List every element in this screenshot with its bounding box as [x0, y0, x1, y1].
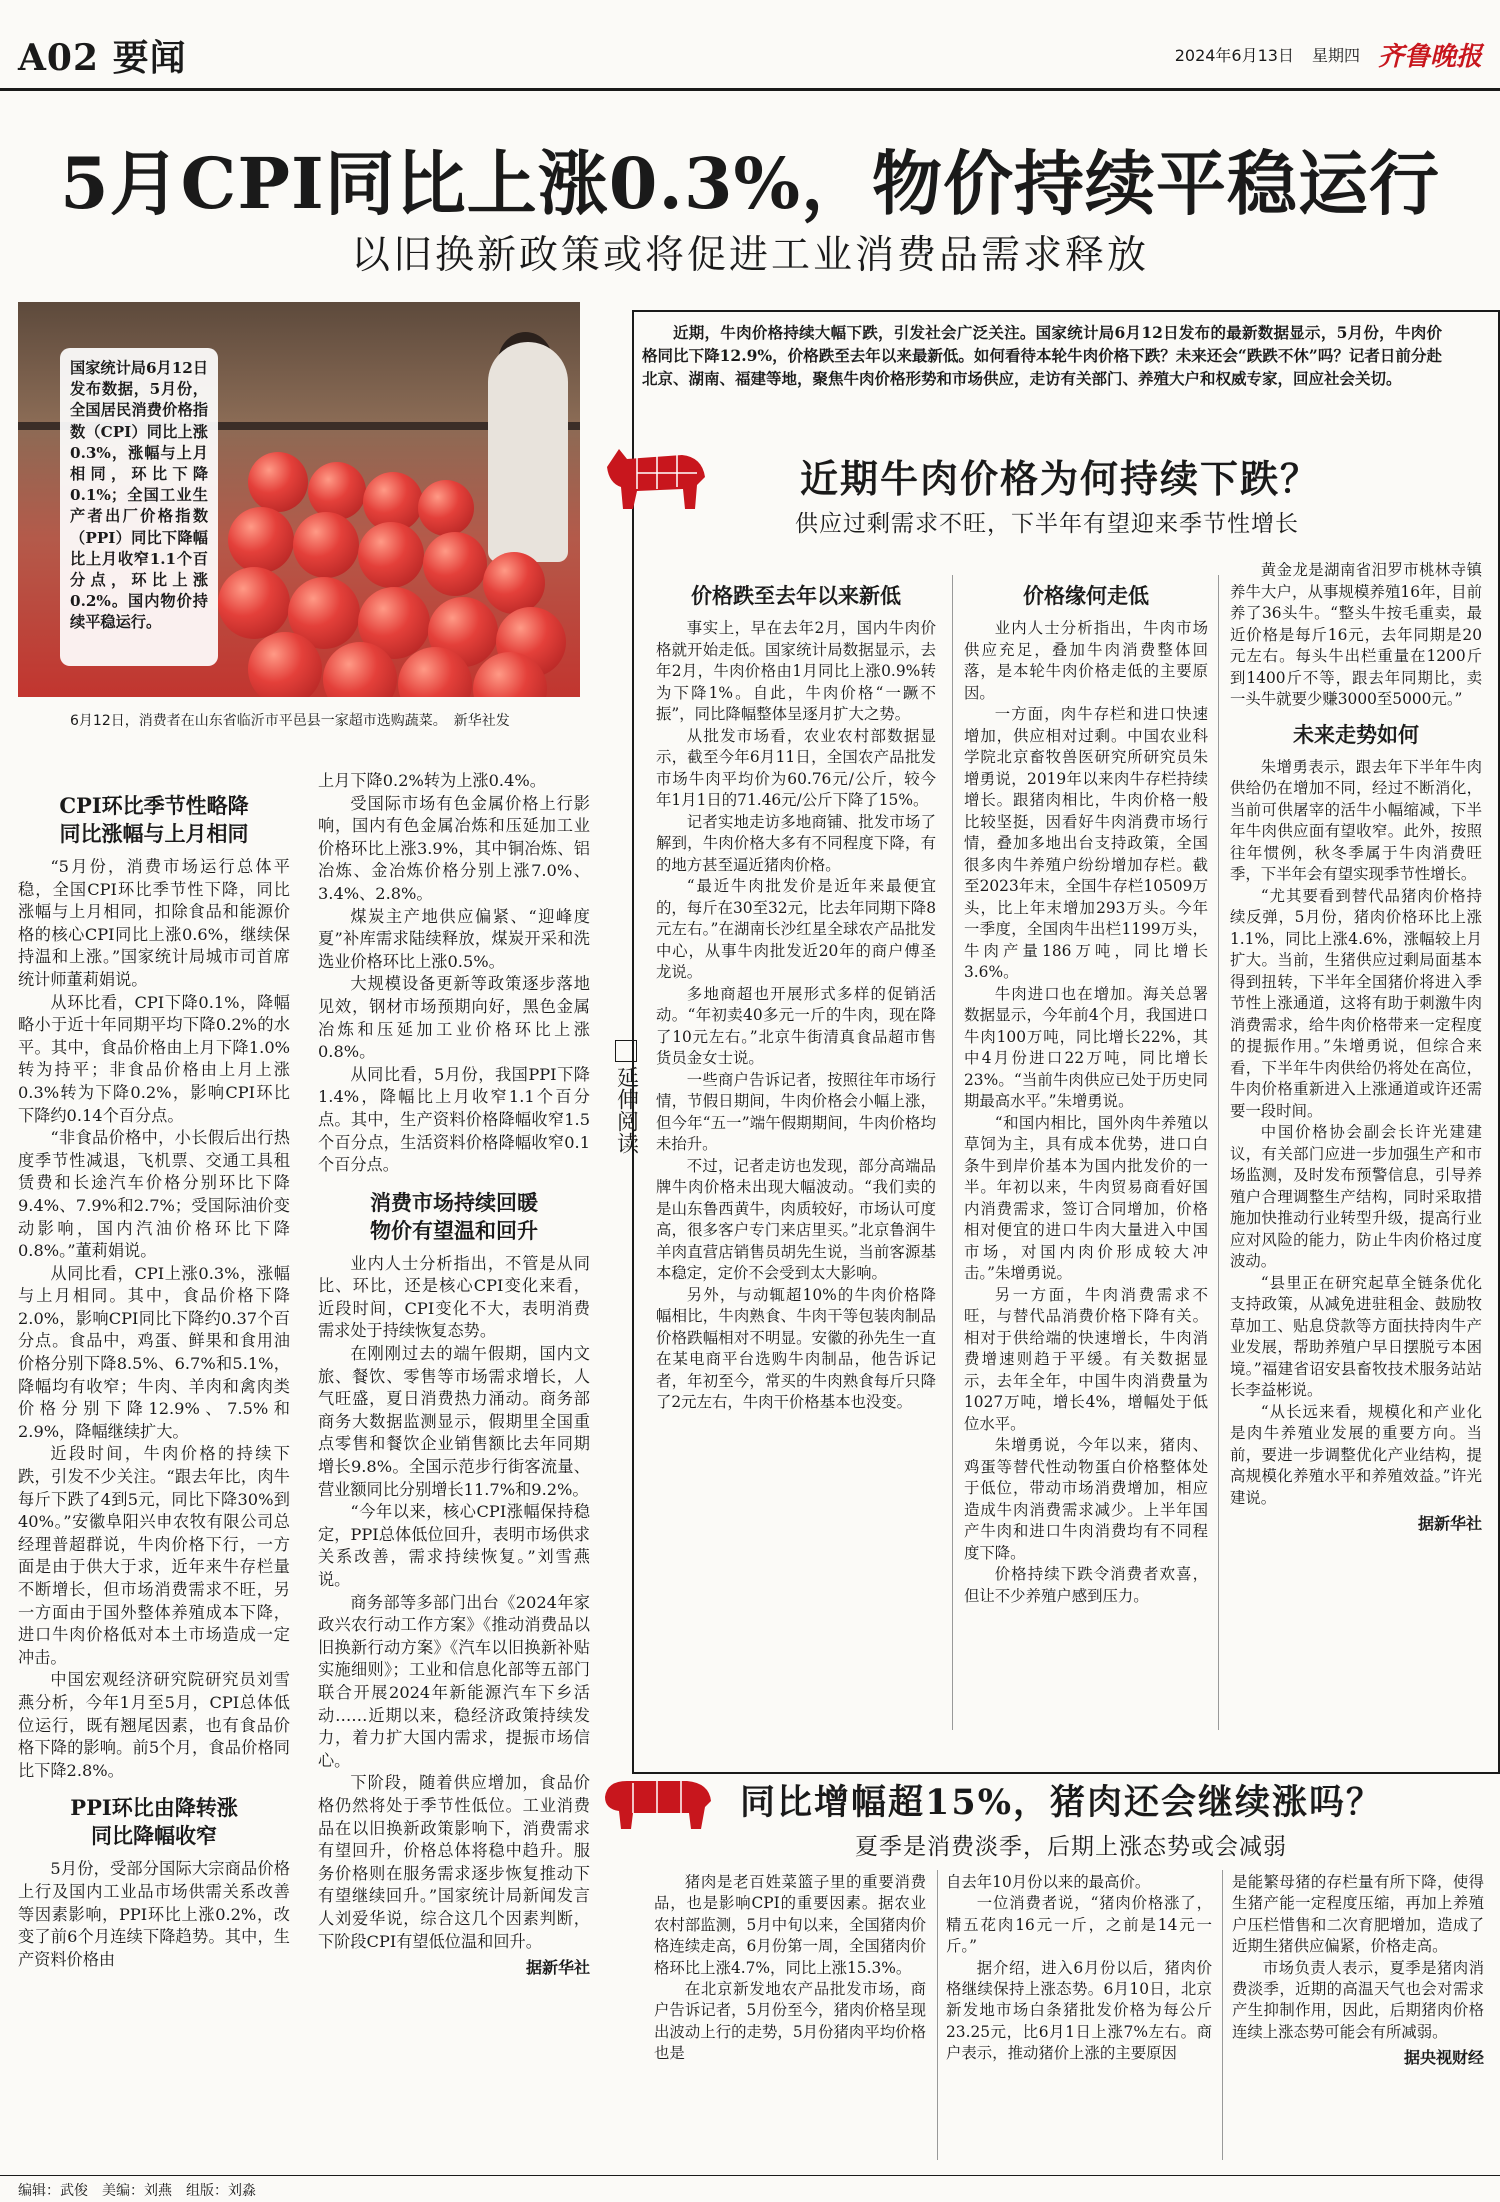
beef-article-subtitle: 供应过剩需求不旺，下半年有望迎来季节性增长 — [795, 511, 1299, 537]
paragraph: “县里正在研究起草全链条优化支持政策，从减免进驻租金、鼓励牧草加工、贴息贷款等方面扶持肉牛产业发展，帮助养殖户早日摆脱亏本困境。”福建省诏安县畜牧技术服务站站长李益彬说。 — [1230, 1273, 1482, 1399]
paragraph: 黄金龙是湖南省汨罗市桃林寺镇养牛大户，从事规模养殖16年，目前养了36头牛。“整头牛按毛重卖，最近价格是每斤16元，去年同期是20元左右。每头牛出栏重量在1200斤到1400斤不等，跟去年同期比，卖一头牛就要少赚3000至5000元。” — [1230, 561, 1482, 708]
paragraph: 从环比看，CPI下降0.1%，降幅略小于近十年同期平均下降0.2%的水平。其中，食品价格由上月下降1.0%转为持平；非食品价格由上月上涨0.3%转为下降0.2%，影响CPI环比下降约0.14个百分点。 — [18, 992, 290, 1125]
paragraph: 记者实地走访多地商铺、批发市场了解到，牛肉价格大多有不同程度下降，有的地方甚至逼近猪肉价格。 — [656, 812, 936, 874]
paragraph: 中国宏观经济研究院研究员刘雪燕分析，今年1月至5月，CPI总体低位运行，既有翘尾因素，也有食品价格下降的影响。前5个月，食品价格同比下降2.8%。 — [18, 1670, 290, 1780]
paragraph: 一位消费者说，“猪肉价格涨了，精五花肉16元一斤，之前是14元一斤。” — [946, 1894, 1212, 1956]
paragraph: 多地商超也开展形式多样的促销活动。“年初卖40多元一斤的牛肉，现在降了10元左右。”北京牛街清真食品超市售货员金女士说。 — [656, 984, 936, 1067]
paragraph: 市场负责人表示，夏季是猪肉消费淡季，近期的高温天气也会对需求产生抑制作用，因此，后期猪肉价格连续上涨态势可能会有所减弱。 — [1232, 1958, 1484, 2041]
pork-column-3 — [1232, 1872, 1484, 2069]
pork-column-2 — [946, 1872, 1212, 2065]
paragraph: 一些商户告诉记者，按照往年市场行情，节假日期间，牛肉价格会小幅上涨，但今年“五一”端午假期期间，牛肉价格均未抬升。 — [656, 1070, 936, 1153]
paragraph: 不过，记者走访也发现，部分高端品牌牛肉价格未出现大幅波动。“我们卖的是山东鲁西黄牛，肉质较好，市场认可度高，很多客户专门来店里买。”北京鲁润牛羊肉直营店销售员胡先生说，当前客源基本稳定，定价不会受到太大影响。 — [656, 1156, 936, 1282]
beef-column-2 — [964, 578, 1208, 1607]
paragraph: “最近牛肉批发价是近年来最便宜的，每斤在30至32元，比去年同期下降8元左右。”在湖南长沙红星全球农产品批发中心，从事牛肉批发近20年的商户傅圣龙说。 — [656, 877, 936, 981]
shopper-figure — [488, 342, 568, 562]
paragraph: “从长远来看，规模化和产业化是肉牛养殖业发展的重要方向。当前，要进一步调整优化产业结构，提高规模化养殖水平和养殖效益。”许光建说。 — [1230, 1402, 1482, 1507]
paragraph: 一方面，肉牛存栏和进口快速增加，供应相对过剩。中国农业科学院北京畜牧兽医研究所研究员朱增勇说，2019年以来肉牛存栏持续增长。跟猪肉相比，牛肉价格一般比较坚挺，因看好牛肉消费市场行情，叠加多地出台支持政策，全国很多肉牛养殖户纷纷增加存栏。截至2023年末，全国牛存栏10509万头，比上年末增加293万头。今年一季度，全国肉牛出栏1199万头，牛肉产量186万吨，同比增长3.6%。 — [964, 705, 1208, 981]
paragraph: 从批发市场看，农业农村部数据显示，截至今年6月11日，全国农产品批发市场牛肉平均价为60.76元/公斤，较今年1月1日的71.46元/公斤下降了15%。 — [656, 726, 936, 809]
paragraph: 价格持续下跌令消费者欢喜，但让不少养殖户感到压力。 — [964, 1565, 1208, 1605]
paragraph: 从同比看，CPI上涨0.3%，涨幅与上月相同。其中，食品价格下降2.0%，影响CPI同比下降约0.37个百分点。食品中，鸡蛋、鲜果和食用油价格分别下降8.5%、6.7%和5.1%，降幅均有收窄；牛肉、羊肉和禽肉类价格分别下降12.9%、7.5%和2.9%，降幅继续扩大。 — [18, 1263, 290, 1441]
column-divider — [1222, 1870, 1223, 2160]
editor-credits: 编辑：武俊 美编：刘燕 组版：刘淼 — [18, 2183, 256, 2199]
article-credit: 据新华社 — [525, 1958, 590, 1978]
paragraph: 朱增勇说，今年以来，猪肉、鸡蛋等替代性动物蛋白价格整体处于低位，带动市场消费增加，相应造成牛肉消费需求减少。上半年国产牛肉和进口牛肉消费均有不同程度下降。 — [964, 1436, 1208, 1562]
main-headline: 5月CPI同比上涨0.3%，物价持续平稳运行 — [59, 142, 1441, 225]
beef-article-title: 近期牛肉价格为何持续下跌？ — [800, 456, 1321, 501]
paragraph: 中国价格协会副会长许光建建议，有关部门应进一步加强生产和市场监测，及时发布预警信息，引导养殖户合理调整生产结构，同时采取措施加快推动行业转型升级，提高行业应对风险的能力，防止牛肉价格过度波动。 — [1230, 1123, 1482, 1270]
paragraph: 业内人士分析指出，不管是从同比、环比，还是核心CPI变化来看，近段时间，CPI变化不大，表明消费需求处于持续恢复态势。 — [318, 1253, 590, 1341]
paragraph: 事实上，早在去年2月，国内牛肉价格就开始走低。国家统计局数据显示，去年2月，牛肉价格由1月同比上涨0.9%转为下降1%。自此，牛肉价格“一蹶不振”，同比降幅整体呈逐月扩大之势。 — [656, 619, 936, 723]
pork-article-title: 同比增幅超15%，猪肉还会继续涨吗？ — [740, 1782, 1383, 1823]
paragraph: 另一方面，牛肉消费需求不旺，与替代品消费价格下降有关。相对于供给端的快速增长，牛肉消费增速则趋于平缓。有关数据显示，去年全年，中国牛肉消费量为1027万吨，增长4%，增幅处于低位水平。 — [964, 1285, 1208, 1433]
header-rule — [0, 88, 1500, 91]
section-title-why-low: 价格缘何走低 — [1023, 583, 1149, 608]
column-divider — [952, 575, 953, 1730]
section-title-ppi: PPI环比由降转涨 同比降幅收窄 — [70, 1795, 238, 1849]
beef-column-1 — [656, 578, 936, 1414]
masthead-info — [1175, 36, 1482, 73]
section-title-price-low: 价格跌至去年以来新低 — [691, 583, 901, 608]
box-intro: 近期，牛肉价格持续大幅下跌，引发社会广泛关注。国家统计局6月12日发布的最新数据显示，5月份，牛肉价格同比下降12.9%，价格跌至去年以来最新低。如何看待本轮牛肉价格下跌？未来还会“跌跌不休”吗？记者日前分赴北京、湖南、福建等地，聚焦牛肉价格形势和市场供应，走访有关部门、养殖大户和权威专家，回应社会关切。 — [642, 323, 1442, 388]
paragraph: “今年以来，核心CPI涨幅保持稳定，PPI总体低位回升，表明市场供求关系改善，需求持续恢复。”刘雪燕说。 — [318, 1502, 590, 1589]
paragraph: “5月份，消费市场运行总体平稳，全国CPI环比季节性下降，同比涨幅与上月相同，扣除食品和能源价格的核心CPI同比上涨0.6%，继续保持温和上涨。”国家统计局城市司首席统计师董莉娟说。 — [18, 857, 290, 989]
paragraph: 是能繁母猪的存栏量有所下降，使得生猪产能一定程度压缩，再加上养殖户压栏惜售和二次育肥增加，造成了近期生猪供应偏紧，价格走高。 — [1232, 1873, 1484, 1956]
pork-column-1 — [654, 1872, 926, 2065]
paragraph: “和国内相比，国外肉牛养殖以草饲为主，具有成本优势，进口白条牛到岸价基本为国内批发价的一半。年初以来，牛肉贸易商看好国内消费需求，签订合同增加，价格相对便宜的进口牛肉大量进入中国市场，对国内肉价形成较大冲击。”朱增勇说。 — [964, 1113, 1208, 1282]
footer-rule — [0, 2175, 1500, 2176]
issue-weekday: 星期四 — [1311, 46, 1360, 65]
label-box-icon — [615, 1040, 637, 1062]
article-credit: 据新华社 — [1417, 1514, 1482, 1533]
paragraph: “非食品价格中，小长假后出行热度季节性减退，飞机票、交通工具租赁费和长途汽车价格分别环比下降9.4%、7.9%和2.7%；受国际油价变动影响，国内汽油价格环比下降0.8%。”董莉娟说。 — [18, 1128, 290, 1261]
paragraph: 下阶段，随着供应增加，食品价格仍然将处于季节性低位。工业消费品在以旧换新政策影响下，消费需求有望回升，价格总体将稳中趋升。服务价格则在服务需求逐步恢复推动下有望继续回升。”国家统计局新闻发言人刘爱华说，综合这几个因素判断，下阶段CPI有望低位温和回升。 — [318, 1773, 590, 1951]
paragraph: 受国际市场有色金属价格上行影响，国内有色金属冶炼和压延加工业价格环比上涨3.9%，其中铜冶炼、铝冶炼、金冶炼价格分别上涨7.0%、3.4%、2.8%。 — [318, 793, 590, 903]
pork-article-subtitle: 夏季是消费淡季，后期上涨态势或会减弱 — [855, 1834, 1287, 1860]
extended-reading-label — [612, 1040, 640, 1154]
article-column-2 — [318, 770, 590, 1980]
article-credit: 据央视财经 — [1403, 2048, 1484, 2068]
pork-cuts-icon — [597, 1767, 717, 1837]
paragraph: 牛肉进口也在增加。海关总署数据显示，今年前4个月，我国进口牛肉100万吨，同比增长22%，其中4月份进口22万吨，同比增长23%。“当前牛肉供应已处于历史同期最高水平。”朱增勇说。 — [964, 984, 1208, 1110]
section-title-consumption: 消费市场持续回暖 物价有望温和回升 — [370, 1189, 538, 1243]
paragraph: 在北京新发地农产品批发市场，商户告诉记者，5月份至今，猪肉价格呈现出波动上行的走势，5月份猪肉平均价格也是 — [654, 1980, 926, 2063]
paragraph: 从同比看，5月份，我国PPI下降1.4%，降幅比上月收窄1.1个百分点。其中，生产资料价格降幅收窄1.5个百分点，生活资料价格降幅收窄0.1个百分点。 — [318, 1064, 590, 1175]
paragraph: 另外，与动辄超10%的牛肉价格降幅相比，牛肉熟食、牛肉干等包装肉制品价格跌幅相对不明显。安徽的孙先生一直在某电商平台选购牛肉制品，他告诉记者，年初至今，常买的牛肉熟食每斤只降了2元左右，牛肉干价格基本也没变。 — [656, 1285, 936, 1411]
paragraph: 朱增勇表示，跟去年下半年牛肉供给仍在增加不同，经过不断消化，当前可供屠宰的活牛小幅缩减，下半年牛肉供应面有望收窄。此外，按照往年惯例，秋冬季属于牛肉消费旺季，下半年会有望实现季节性增长。 — [1230, 757, 1482, 883]
paragraph: 大规模设备更新等政策逐步落地见效，钢材市场预期向好，黑色金属冶炼和压延加工业价格环比上涨0.8%。 — [318, 974, 590, 1062]
paragraph: 上月下降0.2%转为上涨0.4%。 — [318, 771, 546, 790]
section-title-future: 未来走势如何 — [1293, 721, 1419, 747]
photo-caption: 6月12日，消费者在山东省临沂市平邑县一家超市选购蔬菜。 新华社发 — [70, 713, 510, 729]
paragraph: 在刚刚过去的端午假期，国内文旅、餐饮、零售等市场需求增长，人气旺盛，夏日消费热力涌动。商务部商务大数据监测显示，假期里全国重点零售和餐饮企业销售额比去年同期增长9.8%。全国示范步行街客流量、营业额同比分别增长11.7%和9.2%。 — [318, 1344, 590, 1499]
page-section-label: A02 要闻 — [18, 37, 187, 79]
paragraph: 近段时间，牛肉价格的持续下跌，引发不少关注。“跟去年比，肉牛每斤下跌了4到5元，同比下降30%到40%。”安徽阜阳兴申农牧有限公司总经理普超群说，牛肉价格下行，一方面是由于供大于求，近年来牛存栏量不断增长，但市场消费需求不旺，另一方面由于国外整体养殖成本下降，进口牛肉价格低对本土市场造成一定冲击。 — [18, 1444, 290, 1667]
issue-date: 2024年6月13日 — [1174, 46, 1294, 65]
column-divider — [937, 1870, 938, 2160]
paragraph: 煤炭主产地供应偏紧、“迎峰度夏”补库需求陆续释放，煤炭开采和洗选业价格环比上涨0.5%。 — [318, 906, 590, 971]
paragraph: 商务部等多部门出台《2024年家政兴农行动工作方案》《推动消费品以旧换新行动方案》《汽车以旧换新补贴实施细则》；工业和信息化部等五部门联合开展2024年新能源汽车下乡活动……近期以来，稳经济政策持续发力，着力扩大国内需求，提振市场信心。 — [318, 1592, 590, 1770]
photo-overlay-text: 国家统计局6月12日发布数据，5月份，全国居民消费价格指数（CPI）同比上涨0.3%，涨幅与上月相同，环比下降0.1%；全国工业生产者出厂价格指数（PPI）同比下降幅比上月收窄1.1个百分点，环比上涨0.2%。国内物价持续平稳运行。 — [60, 348, 218, 666]
article-column-1 — [18, 788, 290, 1971]
paragraph: “尤其要看到替代品猪肉价格持续反弹，5月份，猪肉价格环比上涨1.1%，同比上涨4.6%，涨幅较上月扩大。当前，生猪供应过剩局面基本得到扭转，下半年全国猪价将进入季节性上涨通道，这将有助于刺激牛肉消费需求，给牛肉价格带来一定程度的提振作用。”朱增勇说，但综合来看，下半年牛肉供给仍将处在高位，牛肉价格重新进入上涨通道或许还需要一段时间。 — [1230, 886, 1482, 1120]
extended-reading-text: 延伸阅读 — [613, 1066, 639, 1154]
beef-cuts-icon — [597, 437, 712, 517]
section-title-cpi: CPI环比季节性略降 同比涨幅与上月相同 — [59, 793, 249, 846]
paragraph: 5月份，受部分国际大宗商品价格上行及国内工业品市场供需关系改善等因素影响，PPI环比上涨0.2%，改变了前6个月连续下降趋势。其中，生产资料价格由 — [18, 1859, 290, 1969]
paragraph: 猪肉是老百姓菜篮子里的重要消费品，也是影响CPI的重要因素。据农业农村部监测，5月中旬以来，全国猪肉价格连续走高，6月份第一周，全国猪肉价格环比上涨4.7%，同比上涨15.3%。 — [654, 1873, 926, 1977]
main-subheadline: 以旧换新政策或将促进工业消费品需求释放 — [350, 233, 1149, 278]
column-divider — [1218, 575, 1219, 1730]
paragraph: 自去年10月份以来的最高价。 — [946, 1873, 1151, 1891]
paragraph: 业内人士分析指出，牛肉市场供应充足，叠加牛肉消费整体回落，是本轮牛肉价格走低的主要原因。 — [964, 619, 1208, 702]
newspaper-logo: 齐鲁晚报 — [1377, 42, 1482, 72]
beef-column-3 — [1230, 560, 1482, 1535]
paragraph: 据介绍，进入6月份以后，猪肉价格继续保持上涨态势。6月10日，北京新发地市场白条猪批发价格为每公斤23.25元，比6月1日上涨7%左右。商户表示，推动猪价上涨的主要原因 — [946, 1958, 1212, 2063]
